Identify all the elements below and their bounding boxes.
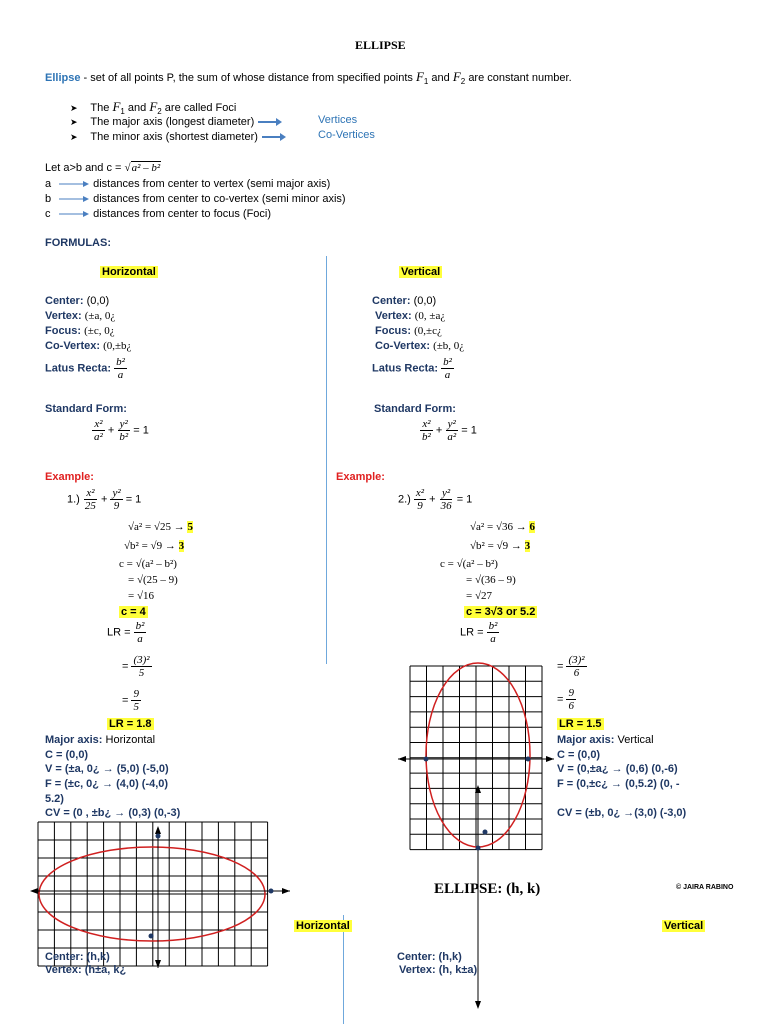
v-standard-form-label: Standard Form: [374, 403, 456, 415]
page-title: ELLIPSE [355, 38, 406, 52]
ex2-lr-step2: = $\frac{9}{6}$ [557, 687, 574, 712]
hk-v-center: Center: (h,k) [397, 951, 462, 963]
ex1-major-axis: Major axis: Horizontal [45, 734, 156, 746]
hk-horizontal-heading: Horizontal [296, 920, 350, 932]
v-focus: Focus: (0,±c¿ [375, 325, 442, 337]
co-vertices-label: Co-Vertices [318, 129, 375, 141]
arrow-bullet-icon: ➤ [70, 132, 78, 142]
copyright: © JAIRA RABINO [676, 884, 734, 891]
vertex-point [269, 889, 274, 894]
example-label-right: Example: [336, 471, 385, 483]
ex2-c-result: c = 3√3 or 5.2 [466, 606, 536, 618]
let-line: Let a>b and c = √a² – b² [45, 162, 161, 174]
right-arrow-icon [257, 117, 283, 127]
ex1-a-line: √a² = √25 → 5 [128, 521, 193, 533]
ex1-b-line: √b² = √9 → 3 [124, 540, 185, 552]
h-standard-form-label: Standard Form: [45, 403, 127, 415]
focus-point [483, 830, 488, 835]
arrow-bullet-icon: ➤ [70, 117, 78, 127]
ex1-c-line3: = √16 [128, 590, 154, 602]
ex2-lr-result: LR = 1.5 [559, 718, 602, 730]
horizontal-heading: Horizontal [102, 266, 156, 278]
covertex-point [424, 757, 429, 762]
ex1-c-result: c = 4 [121, 606, 146, 618]
ex2-b-line: √b² = √9 → 3 [470, 540, 531, 552]
ex2-f-point: F = (0,±c¿ → (0,5.2) (0, - [557, 778, 680, 790]
hk-h-center: Center: (h,k) [45, 951, 110, 963]
horizontal-ellipse-graph [28, 818, 300, 970]
h-vertex: Vertex: (±a, 0¿ [45, 310, 116, 322]
ex1-c-line2: = √(25 – 9) [128, 574, 178, 586]
bullet-foci: ➤ The $F_1$ and $F_2$ are called Foci [70, 99, 237, 117]
h-standard-form: $\frac{\text{x²}}{\text{a²}}$ + $\frac{\text{y²}}{\text{b²}}$ = 1 [94, 418, 149, 443]
h-latus-recta: Latus Recta: $\frac{\text{b²}}{a}$ [45, 356, 125, 381]
h-center: Center: (0,0) [45, 295, 110, 307]
covertex-point [526, 757, 531, 762]
ex2-c-line3: = √27 [466, 590, 492, 602]
definition-term: Ellipse [45, 72, 81, 84]
ex2-c-line1: c = √(a² – b²) [440, 558, 498, 570]
right-arrow-icon [261, 132, 287, 142]
column-divider [326, 256, 327, 664]
ex1-c-point: C = (0,0) [45, 749, 89, 761]
h-covertex: Co-Vertex: (0,±b¿ [45, 340, 132, 352]
y-axis-up-arrow-icon [155, 826, 161, 834]
right-arrow-icon [58, 195, 90, 203]
ex2-v-point: V = (0,±a¿ → (0,6) (0,-6) [557, 763, 678, 775]
right-arrow-icon [58, 180, 90, 188]
arrow-bullet-icon: ➤ [70, 103, 78, 113]
ex1-lr-step: = $\frac{\text{(3)²}}{5}$ [122, 654, 150, 679]
hk-title: ELLIPSE: (h, k) [434, 881, 541, 897]
ex2-lr: LR = $\frac{\text{b²}}{a}$ [460, 620, 498, 645]
ex2-lr-step: = $\frac{\text{(3)²}}{6}$ [557, 654, 585, 679]
hk-vertical-heading: Vertical [664, 920, 704, 932]
ex2-a-line: √a² = √36 → 6 [470, 521, 535, 533]
ex2-major-axis: Major axis: Vertical [557, 734, 654, 746]
ex2-c-line2: = √(36 – 9) [466, 574, 516, 586]
definition-text-a: - set of all points P, the sum of whose distance from specified points [83, 72, 413, 84]
bullet-minor-axis: ➤ The minor axis (shortest diameter) [70, 131, 287, 143]
h-focus: Focus: (±c, 0¿ [45, 325, 115, 337]
definition-b: b distances from center to co-vertex (semi minor axis) [45, 193, 346, 205]
ex1-lr-result: LR = 1.8 [109, 718, 152, 730]
hk-h-vertex: Vertex: (h±a, k¿ [45, 964, 127, 976]
y-axis-down-arrow-icon [155, 960, 161, 968]
ex1-lr: LR = $\frac{\text{b²}}{a}$ [107, 620, 145, 645]
ex1-v-point: V = (±a, 0¿ → (5,0) (-5,0) [45, 763, 169, 775]
example-label-left: Example: [45, 471, 94, 483]
x-axis-left-arrow-icon [30, 888, 38, 894]
ex2-equation: 2.) $\frac{\text{x²}}{9}$ + $\frac{\text{y²}}{36}$ = 1 [398, 487, 473, 512]
right-arrow-icon [58, 210, 90, 218]
vertices-label: Vertices [318, 114, 358, 126]
vertical-heading: Vertical [401, 266, 441, 278]
ex2-c-point: C = (0,0) [557, 749, 601, 761]
x-axis-right-arrow-icon [282, 888, 290, 894]
x-axis-left-arrow-icon [398, 756, 406, 762]
ex1-lr-step2: = $\frac{9}{5}$ [122, 688, 139, 713]
ex1-f-point-cont: 5.2) [45, 793, 64, 805]
v-standard-form: $\frac{\text{x²}}{\text{b²}}$ + $\frac{\text{y²}}{\text{a²}}$ = 1 [422, 418, 477, 443]
ex1-equation: 1.) $\frac{\text{x²}}{25}$ + $\frac{\text{y²}}{9}$ = 1 [67, 487, 142, 512]
covertex-point [149, 934, 154, 939]
ex1-c-line1: c = √(a² – b²) [119, 558, 177, 570]
v-covertex: Co-Vertex: (±b, 0¿ [375, 340, 465, 352]
hk-v-vertex: Vertex: (h, k±a) [399, 964, 478, 976]
definition-c: c distances from center to focus (Foci) [45, 208, 272, 220]
v-vertex: Vertex: (0, ±a¿ [375, 310, 446, 322]
definition-line: Ellipse - set of all points P, the sum of whose distance from specified points $F_1$ and $F_2$ are constant number. [45, 69, 572, 87]
ex1-f-point: F = (±c, 0¿ → (4,0) (-4,0) [45, 778, 169, 790]
y-axis-down-arrow-icon [475, 1001, 481, 1009]
v-center: Center: (0,0) [372, 295, 437, 307]
vertex-point [476, 846, 481, 851]
formulas-heading: FORMULAS: [45, 237, 111, 249]
v-latus-recta: Latus Recta: $\frac{\text{b²}}{a}$ [372, 356, 452, 381]
bullet-major-axis: ➤ The major axis (longest diameter) [70, 116, 283, 128]
ex1-cv-point: CV = (0 , ±b¿ → (0,3) (0,-3) [45, 807, 181, 819]
covertex-point [156, 834, 161, 839]
ex2-cv-point: CV = (±b, 0¿ →(3,0) (-3,0) [557, 807, 687, 819]
definition-text-b: are constant number. [468, 72, 572, 84]
x-axis-right-arrow-icon [546, 756, 554, 762]
definition-a: a distances from center to vertex (semi major axis) [45, 178, 331, 190]
